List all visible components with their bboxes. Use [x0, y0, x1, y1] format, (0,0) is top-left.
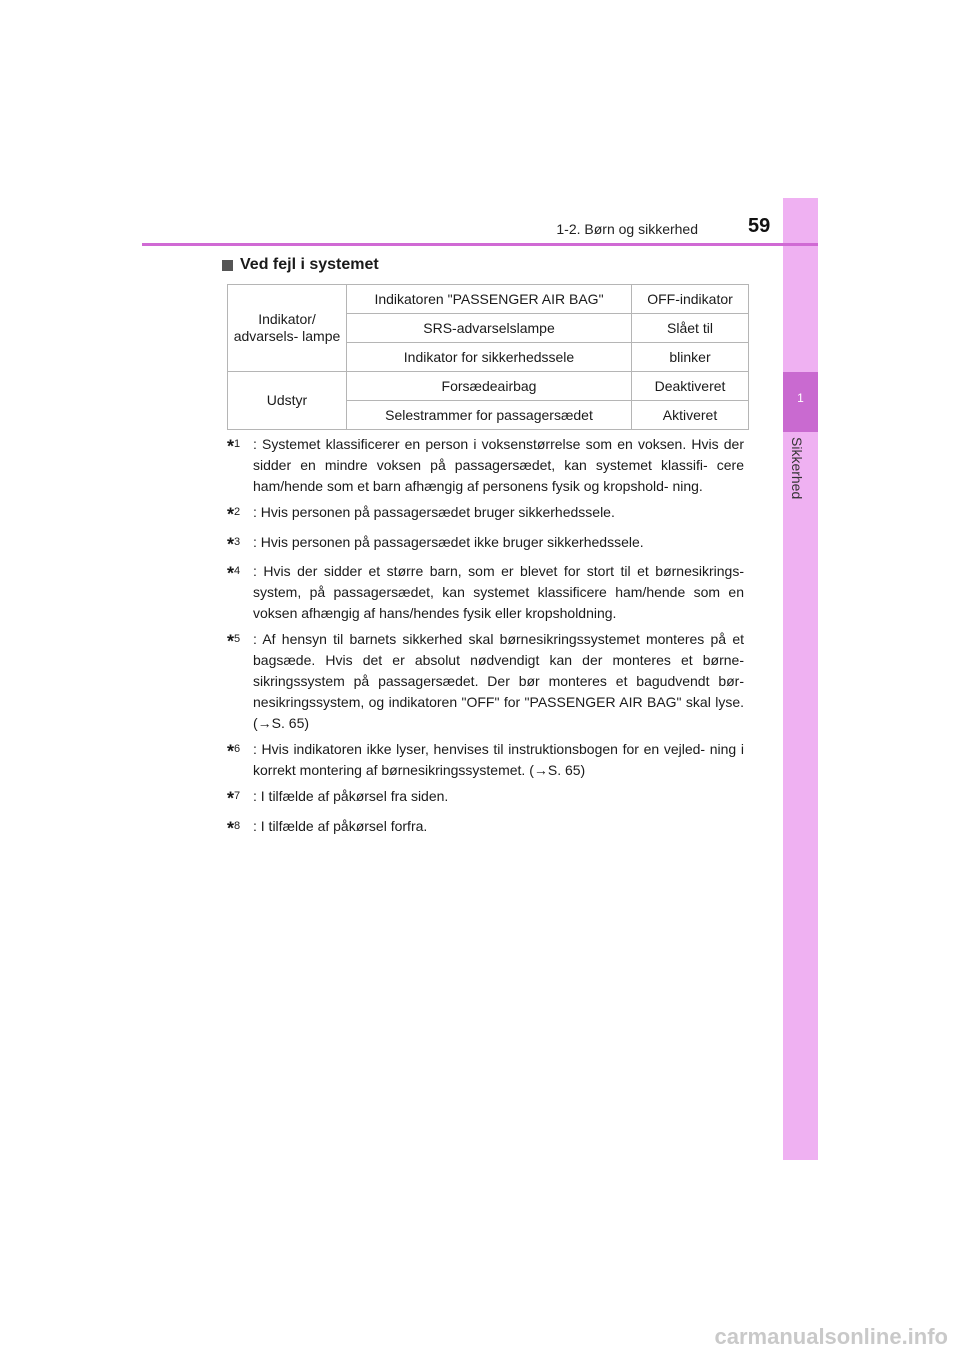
- footnote-marker: *$^5$: [227, 631, 241, 652]
- square-bullet-icon: [222, 260, 233, 271]
- footnote-item: [227, 786, 744, 811]
- asterisk-icon: *: [227, 436, 235, 457]
- table-cell-state: Aktiveret: [632, 401, 749, 430]
- group-label-indicator: Indikator/ advarsels- lampe: [228, 285, 347, 372]
- footnote-text: : I tilfælde af påkørsel forfra.: [253, 817, 428, 834]
- asterisk-icon: *: [227, 504, 235, 525]
- footnote-marker: *$^8$: [227, 818, 241, 839]
- asterisk-icon: *: [227, 741, 235, 762]
- footnote-item: [227, 816, 744, 841]
- asterisk-icon: *: [227, 631, 235, 652]
- footnote-text: : I tilfælde af påkørsel fra siden.: [253, 788, 449, 805]
- footnote-marker: *$^2$: [227, 504, 241, 525]
- table-cell-item: SRS-advarselslampe: [347, 314, 632, 343]
- section-heading: [222, 256, 379, 274]
- header-section-title: 1-2. Børn og sikkerhed: [556, 221, 698, 237]
- footnote-item: [227, 532, 744, 557]
- asterisk-icon: *: [227, 563, 235, 584]
- chapter-number: 1: [797, 391, 804, 405]
- footnote-item: [227, 434, 744, 497]
- footnote-item: [227, 502, 744, 527]
- chapter-side-tab: [783, 198, 818, 1160]
- table-cell-item: Selestrammer for passagersædet: [347, 401, 632, 430]
- footnote-item: [227, 561, 744, 624]
- footnote-marker: *$^4$: [227, 563, 241, 584]
- table-cell-state: Slået til: [632, 314, 749, 343]
- footnote-text: : Hvis personen på passagersædet ikke bruger sikkerhedssele.: [253, 533, 644, 550]
- footnote-marker: *$^6$: [227, 741, 241, 762]
- footnote-text: : Hvis indikatoren ikke lyser, henvises til instruktionsbogen for en vejled- ning i korrekt montering af børnesikringssystemet. (→S. 65): [253, 741, 744, 779]
- footnote-text: : Hvis der sidder et større barn, som er blevet for stort til et børnesikrings- system, på passagersædet, kan systemet klassificere ham/hende som en voksen afhængig af hans/hendes fysik eller kropsholdning.: [253, 563, 744, 622]
- table-cell-item: Indikatoren "PASSENGER AIR BAG": [347, 285, 632, 314]
- group-label-equipment: Udstyr: [228, 372, 347, 430]
- footnote-item: [227, 629, 744, 734]
- asterisk-icon: *: [227, 788, 235, 809]
- table-row: [228, 372, 749, 401]
- footnote-text: : Systemet klassificerer en person i voksenstørrelse som en voksen. Hvis der sidder en mindre voksen på passagersædet, kan systemet klassifi- cere ham/hende som et barn afhængig af personens fysik og kropshold- ning.: [253, 436, 744, 494]
- header-divider: [142, 243, 818, 246]
- table-cell-state: Deaktiveret: [632, 372, 749, 401]
- footnote-marker: *$^7$: [227, 788, 241, 809]
- section-heading-text: Ved fejl i systemet: [240, 256, 379, 273]
- footnote-text: : Af hensyn til barnets sikkerhed skal børnesikringssystemet monteres på et bagsæde. Hvis det er absolut nødvendigt kan der monteres et børne- sikringssystem på passagersædet. Der bør monteres et bagudvendt bør- nesikringssystem, og indikatoren "OFF" for "PASSENGER AIR BAG" skal lyse. (→S. 65): [253, 631, 744, 732]
- asterisk-icon: *: [227, 534, 235, 555]
- chapter-label: Sikkerhed: [789, 437, 805, 500]
- table-cell-item: Forsædeairbag: [347, 372, 632, 401]
- table-cell-state: blinker: [632, 343, 749, 372]
- footnotes: [227, 434, 744, 846]
- table-row: [228, 285, 749, 314]
- system-fault-table: [227, 284, 749, 430]
- footnote-marker: *$^3$: [227, 534, 241, 555]
- watermark: carmanualsonline.info: [714, 1324, 948, 1349]
- asterisk-icon: *: [227, 818, 235, 839]
- footnote-text: : Hvis personen på passagersædet bruger sikkerhedssele.: [253, 504, 615, 520]
- footnote-marker: *$^1$: [227, 436, 241, 457]
- table-cell-state: OFF-indikator: [632, 285, 749, 314]
- footnote-item: [227, 739, 744, 781]
- table-cell-item: Indikator for sikkerhedssele: [347, 343, 632, 372]
- page-number: 59: [748, 215, 771, 237]
